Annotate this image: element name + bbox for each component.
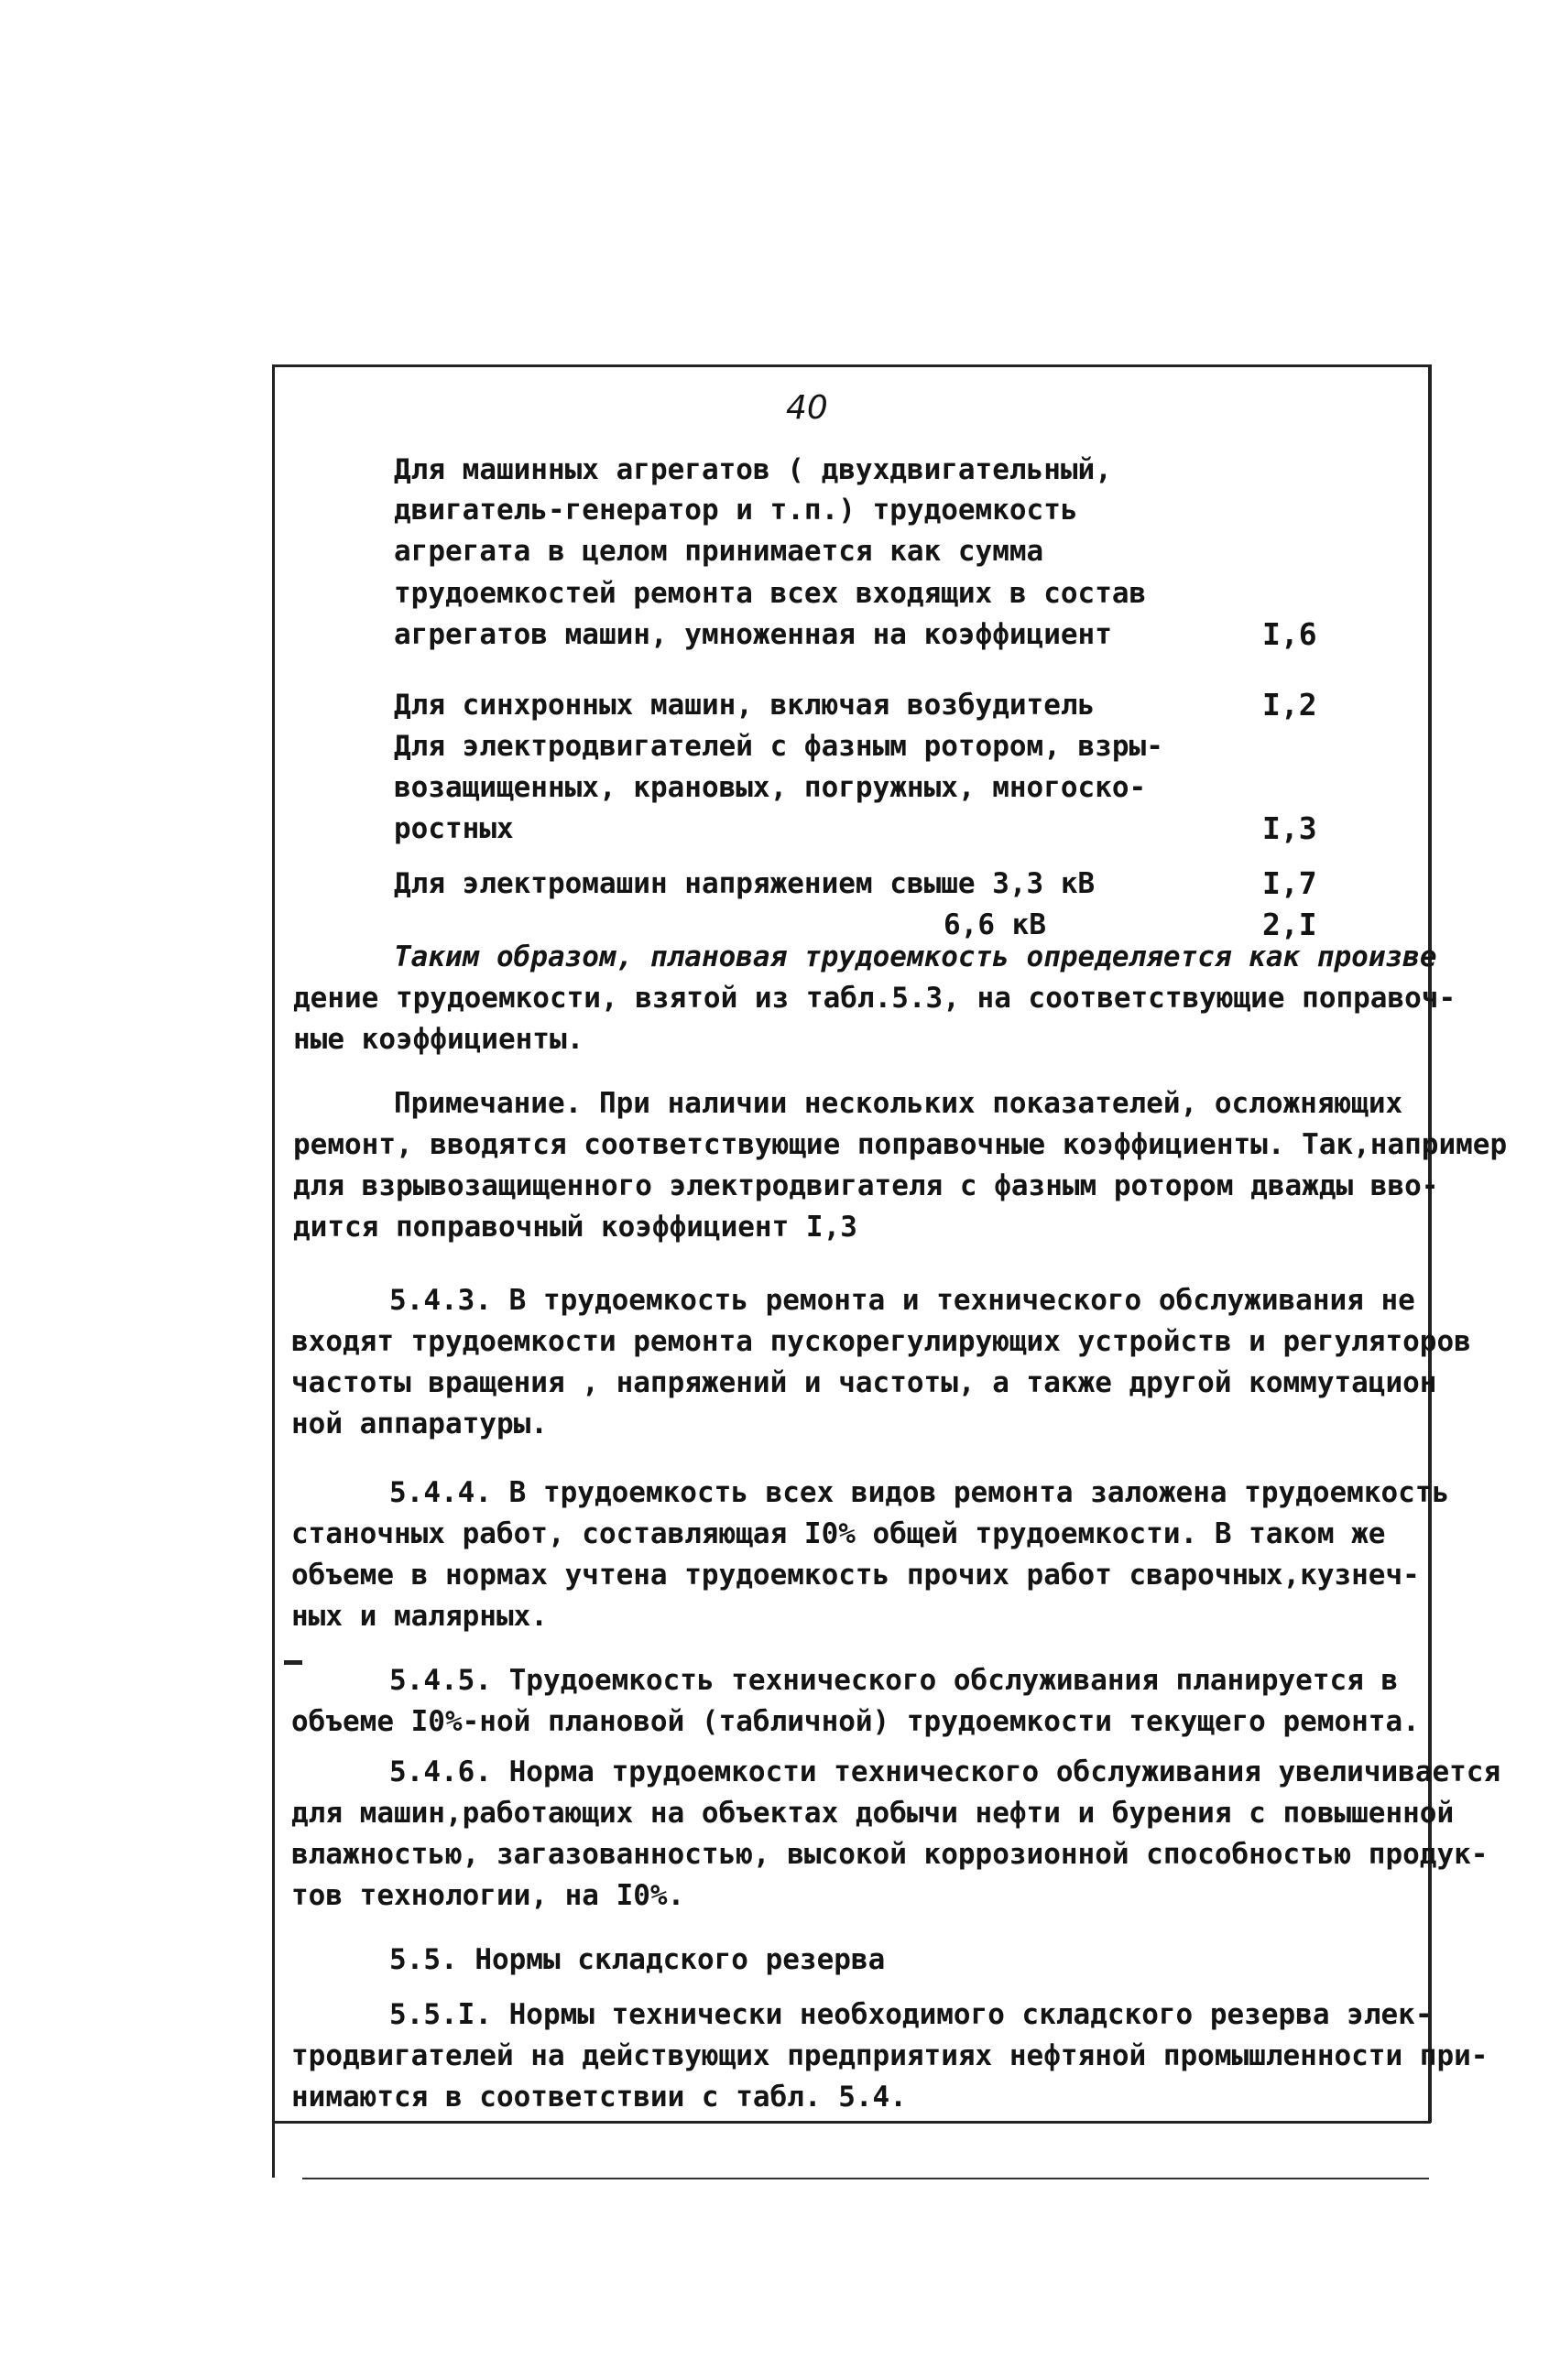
page-frame-bottom-rule (302, 2178, 1429, 2179)
coef-1-value: I,6 (1262, 616, 1317, 652)
summary-line-3: ные коэффициенты. (293, 1023, 584, 1056)
para-551-line-1: 5.5.I. Нормы технически необходимого складского резерва элек- (389, 1998, 1433, 2031)
para-544-line-2: станочных работ, составляющая I0% общей трудоемкости. В таком же (291, 1517, 1386, 1550)
para-545-line-2: объеме I0%-ной плановой (табличной) трудоемкости текущего ремонта. (291, 1705, 1420, 1738)
para-544-line-4: ных и малярных. (291, 1600, 548, 1633)
coef-5-line-1: 6,6 кВ (944, 908, 1046, 941)
coef-3-line-1: Для электродвигателей с фазным ротором, взры- (394, 730, 1163, 763)
note-line-3: для взрывозащищенного электродвигателя с фазным ротором дважды вво- (293, 1169, 1439, 1202)
coef-3-line-2: возащищенных, крановых, погружных, многоско- (394, 771, 1147, 804)
para-543-line-4: ной аппаратуры. (291, 1407, 548, 1440)
coef-4-value: I,7 (1262, 865, 1317, 901)
para-546-line-2: для машин,работающих на объектах добычи нефти и бурения с повышенной (291, 1797, 1455, 1830)
coef-5-value: 2,I (1262, 907, 1317, 942)
coef-1-line-2: двигатель-генератор и т.п.) трудоемкость (394, 494, 1078, 527)
section-55-heading: 5.5. Нормы складского резерва (389, 1943, 886, 1976)
para-544-line-1: 5.4.4. В трудоемкость всех видов ремонта заложена трудоемкость (389, 1476, 1450, 1509)
page-frame-left-border (272, 364, 275, 2178)
coef-1-line-5: агрегатов машин, умноженная на коэффициент (394, 618, 1112, 651)
summary-line-2: дение трудоемкости, взятой из табл.5.3, на соответствующие поправоч- (293, 982, 1456, 1015)
para-544-line-3: объеме в нормах учтена трудоемкость прочих работ сварочных,кузнеч- (291, 1559, 1420, 1592)
para-551-line-2: тродвигателей на действующих предприятиях нефтяной промышленности при- (291, 2039, 1489, 2072)
para-543-line-2: входят трудоемкости ремонта пускорегулирующих устройств и регуляторов (291, 1325, 1471, 1358)
summary-line-1: Таким образом, плановая трудоемкость определяется как произве (394, 940, 1437, 973)
page-frame-top-border (272, 364, 1431, 367)
para-543-line-1: 5.4.3. В трудоемкость ремонта и технического обслуживания не (389, 1284, 1415, 1317)
coef-2-line-1: Для синхронных машин, включая возбудитель (394, 689, 1096, 722)
para-546-line-4: тов технологии, на I0%. (291, 1879, 685, 1912)
coef-3-line-3: ростных (394, 812, 514, 845)
para-543-line-3: частоты вращения , напряжений и частоты, а также другой коммутацион (291, 1366, 1437, 1399)
para-551-line-3: нимаются в соответствии с табл. 5.4. (291, 2081, 907, 2114)
coef-3-value: I,3 (1262, 810, 1317, 846)
note-line-1: Примечание. При наличии нескольких показателей, осложняющих (394, 1087, 1403, 1120)
note-line-2: ремонт, вводятся соответствующие поправочные коэффициенты. Так,например (293, 1128, 1508, 1161)
para-546-line-1: 5.4.6. Норма трудоемкости технического обслуживания увеличивается (389, 1755, 1501, 1788)
note-line-4: дится поправочный коэффициент I,3 (293, 1211, 857, 1244)
coef-1-line-4: трудоемкостей ремонта всех входящих в состав (394, 577, 1147, 610)
coef-1-line-3: агрегата в целом принимается как сумма (394, 535, 1044, 568)
para-546-line-3: влажностью, загазованностью, высокой коррозионной способностью продук- (291, 1838, 1489, 1871)
para-545-line-1: 5.4.5. Трудоемкость технического обслуживания планируется в (389, 1664, 1399, 1697)
page-frame-bottom-border (272, 2121, 1431, 2124)
coef-4-line-1: Для электромашин напряжением свыше 3,3 кВ (394, 867, 1096, 900)
margin-dash-mark (284, 1660, 302, 1665)
page-number: 40 (786, 389, 828, 427)
coef-2-value: I,2 (1262, 687, 1317, 723)
coef-1-line-1: Для машинных агрегатов ( двухдвигательный, (394, 453, 1112, 486)
